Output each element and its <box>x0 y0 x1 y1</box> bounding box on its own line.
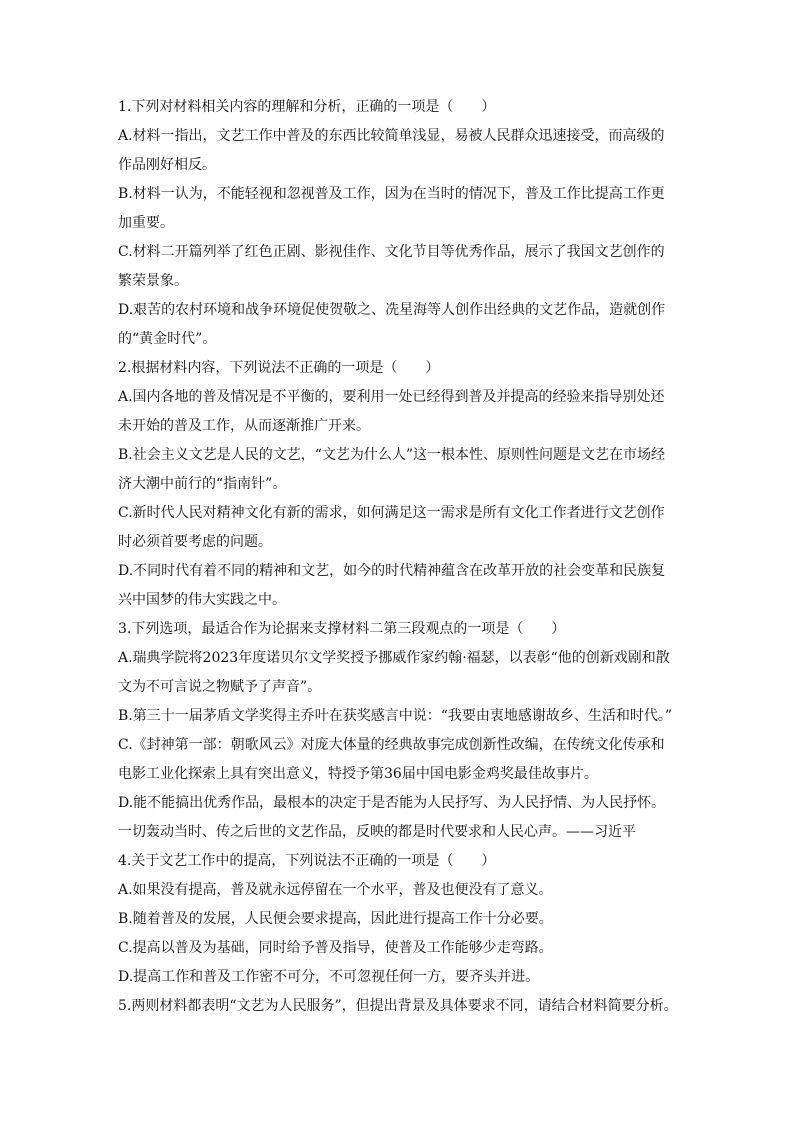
question-2-option-c: C.新时代人民对精神文化有新的需求，如何满足这一需求是所有文化工作者进行文艺创作时必须首要考虑的问题。 <box>118 505 665 550</box>
question-1-stem: 1.下列对材料相关内容的理解和分析，正确的一项是（ ） <box>118 99 496 115</box>
question-2-option-a: A.国内各地的普及情况是不平衡的，要利用一处已经得到普及并提高的经验来指导别处还未开始的普及工作，从而逐渐推广开来。 <box>118 389 665 434</box>
question-sheet <box>118 93 678 1021</box>
question-2-option-d: D.不同时代有着不同的精神和文艺，如今的时代精神蕴含在改革开放的社会变革和民族复兴中国梦的伟大实践之中。 <box>118 563 666 608</box>
question-1-option-c: C.材料二开篇列举了红色正剧、影视佳作、文化节目等优秀作品，展示了我国文艺创作的繁荣景象。 <box>118 244 665 289</box>
question-3-option-a: A.瑞典学院将2023年度诺贝尔文学奖授予挪威作家约翰·福瑟，以表彰“他的创新戏剧和散文为不可言说之物赋予了声音”。 <box>118 650 670 695</box>
question-2-option-b: B.社会主义文艺是人民的文艺，“文艺为什么人”这一根本性、原则性问题是文艺在市场经济大潮中前行的“指南针”。 <box>118 447 666 492</box>
question-1-option-d: D.艰苦的农村环境和战争环境促使贺敬之、冼星海等人创作出经典的文艺作品，造就创作的“黄金时代”。 <box>118 302 666 347</box>
question-3-stem: 3.下列选项，最适合作为论据来支撑材料二第三段观点的一项是（ ） <box>118 621 566 637</box>
question-4 <box>118 847 678 992</box>
question-1-option-a: A.材料一指出，文艺工作中普及的东西比较简单浅显，易被人民群众迅速接受，而高级的作品刚好相反。 <box>118 128 665 173</box>
question-3-option-d: D.能不能搞出优秀作品，最根本的决定于是否能为人民抒写、为人民抒情、为人民抒怀。一切轰动当时、传之后世的文艺作品，反映的都是时代要求和人民心声。——习近平 <box>118 795 666 840</box>
question-4-stem: 4.关于文艺工作中的提高，下列说法不正确的一项是（ ） <box>118 853 496 869</box>
question-4-option-c: C.提高以普及为基础，同时给予普及指导，使普及工作能够少走弯路。 <box>118 940 553 956</box>
question-3 <box>118 615 678 847</box>
question-2-stem: 2.根据材料内容，下列说法不正确的一项是（ ） <box>118 360 440 376</box>
question-5 <box>118 992 678 1021</box>
question-3-option-b: B.第三十一届茅盾文学奖得主乔叶在获奖感言中说：“我要由衷地感谢故乡、生活和时代。” <box>118 708 673 724</box>
question-4-option-a: A.如果没有提高，普及就永远停留在一个水平，普及也便没有了意义。 <box>118 882 553 898</box>
question-5-stem: 5.两则材料都表明“文艺为人民服务”，但提出背景及具体要求不同，请结合材料简要分析。 <box>118 998 678 1014</box>
question-1 <box>118 93 678 354</box>
question-4-option-b: B.随着普及的发展，人民便会要求提高，因此进行提高工作十分必要。 <box>118 911 553 927</box>
question-3-option-c: C.《封神第一部：朝歌风云》对庞大体量的经典故事完成创新性改编，在传统文化传承和电影工业化探索上具有突出意义，特授予第36届中国电影金鸡奖最佳故事片。 <box>118 737 665 782</box>
question-4-option-d: D.提高工作和普及工作密不可分，不可忽视任何一方，要齐头并进。 <box>118 969 540 985</box>
question-2 <box>118 354 678 615</box>
question-1-option-b: B.材料一认为，不能轻视和忽视普及工作，因为在当时的情况下，普及工作比提高工作更加重要。 <box>118 186 665 231</box>
